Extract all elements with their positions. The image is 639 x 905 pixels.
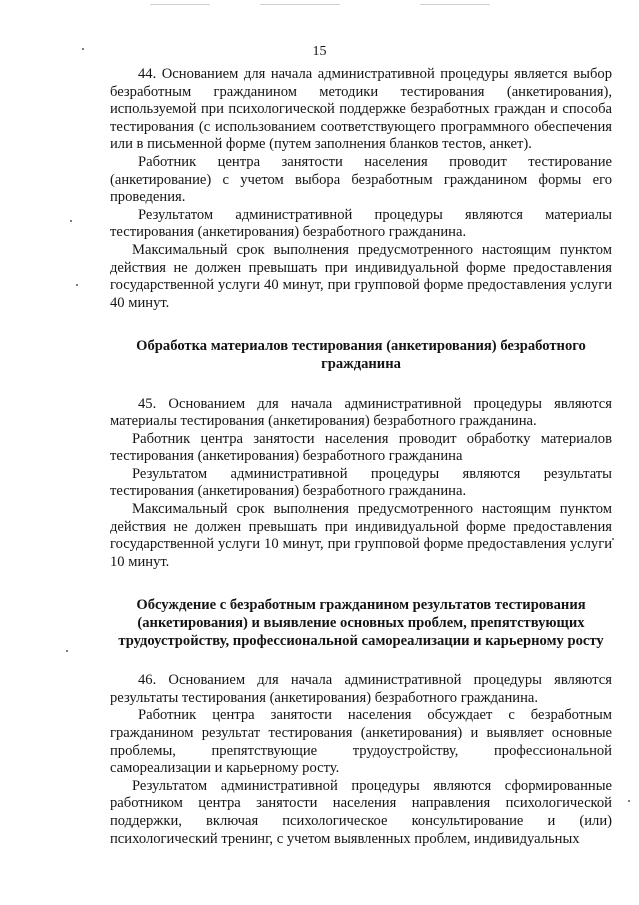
scan-speck [76,284,78,286]
paragraph-46: 46. Основанием для начала административной процедуры являются результаты тестирования (анкетирования) безработного гражданина. [110,672,612,706]
paragraph-discussion-conduct: Работник центра занятости населения обсуждает с безработным гражданином результат тестирования (анкетирования) и выявляет основные проблемы, препятствующие трудоустройству, профессиональной самореализации и карьерному росту. [110,707,612,777]
section-discussion [110,597,612,848]
scan-speck [66,650,68,652]
section-heading-discussion: Обсуждение с безработным гражданином результатов тестирования (анкетирования) и выявление основных проблем, препятствующих трудоустройству, профессиональной самореализации и карьерному росту [118,597,604,649]
paragraph-testing-deadline: Максимальный срок выполнения предусмотренного настоящим пунктом действия не должен превышать при индивидуальной форме предоставления государственной услуги 40 минут, при групповой форме предоставления услуги 40 минут. [110,241,612,311]
paragraph-processing-conduct: Работник центра занятости населения проводит обработку материалов тестирования (анкетирования) безработного гражданина [110,430,612,465]
paragraph-testing-result: Результатом административной процедуры являются материалы тестирования (анкетирования) безработного гражданина. [110,206,612,241]
paragraph-processing-result: Результатом административной процедуры являются результаты тестирования (анкетирования) безработного гражданина. [110,465,612,500]
page-number: 15 [312,44,327,59]
scan-speck [628,800,630,802]
scan-artifact-line [150,4,210,5]
scan-speck [70,220,72,222]
section-testing [110,66,612,312]
section-heading-processing: Обработка материалов тестирования (анкетирования) безработного гражданина [136,338,586,372]
paragraph-44: 44. Основанием для начала административной процедуры является выбор безработным гражданином методики тестирования (анкетирования), используемой при психологической поддержке безработных граждан и способа тестирования (с использованием соответствующего программного обеспечения или в письменной форме (путем заполнения бланков тестов, анкет). [110,66,612,153]
paragraph-testing-conduct: Работник центра занятости населения проводит тестирование (анкетирование) с учетом выбора безработным гражданином формы его проведения. [110,153,612,206]
scan-artifact-line [420,4,490,5]
paragraph-processing-deadline: Максимальный срок выполнения предусмотренного настоящим пунктом действия не должен превышать при индивидуальной форме предоставления государственной услуги 10 минут, при групповой форме предоставления услуги 10 минут. [110,501,612,570]
scan-artifact-line [260,4,340,5]
scan-speck [612,538,614,540]
document-body [110,66,612,848]
paragraph-discussion-result: Результатом административной процедуры являются сформированные работником центра занятости населения направления психологической поддержки, включая психологическое консультирование и (или) психологический тренинг, с учетом выявленных проблем, индивидуальных [110,777,612,847]
section-processing [110,338,612,571]
paragraph-45: 45. Основанием для начала административной процедуры являются материалы тестирования (анкетирования) безработного гражданина. [110,395,612,430]
